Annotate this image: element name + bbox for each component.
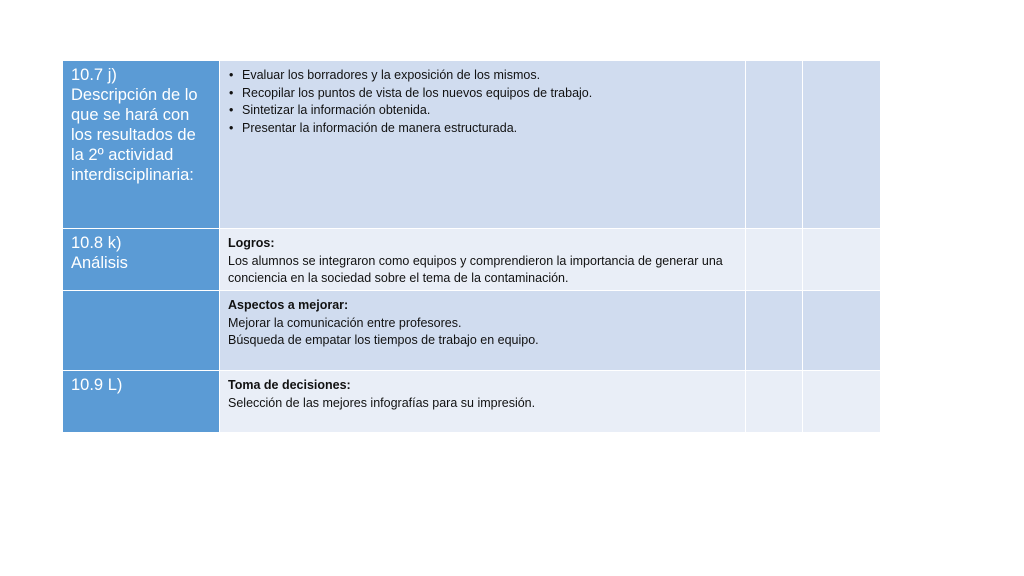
row-content <box>220 291 746 371</box>
empty-cell <box>746 229 803 291</box>
section-text: Selección de las mejores infografías para su impresión. <box>228 395 536 410</box>
empty-cell <box>803 61 881 229</box>
empty-cell <box>803 291 881 371</box>
list-item: • Presentar la información de manera estructurada. <box>242 120 737 138</box>
section-line: Búsqueda de empatar los tiempos de trabajo en equipo. <box>228 333 539 347</box>
row-heading-text: 10.7 j) Descripción de lo que se hará con los resultados de la 2º actividad interdisciplinaria: <box>71 66 198 184</box>
list-item: • Sintetizar la información obtenida. <box>242 102 737 120</box>
table-row <box>63 291 881 371</box>
row-content <box>220 61 746 229</box>
row-heading <box>63 291 220 371</box>
section-text: Los alumnos se integraron como equipos y comprendieron la importancia de generar una conciencia en la sociedad sobre el tema de la contaminación. <box>228 253 723 285</box>
table-row <box>63 229 881 291</box>
empty-cell <box>746 61 803 229</box>
section-label: Aspectos a mejorar: <box>228 298 349 312</box>
row-heading <box>63 61 220 229</box>
bullet-list <box>228 67 737 137</box>
section-label: Logros: <box>228 236 275 250</box>
table-row <box>63 61 881 229</box>
row-heading <box>63 371 220 433</box>
table-row <box>63 371 881 433</box>
empty-cell <box>746 291 803 371</box>
empty-cell <box>803 371 881 433</box>
row-heading-text: 10.8 k) Análisis <box>71 234 128 272</box>
row-content <box>220 371 746 433</box>
section-label: Toma de decisiones: <box>228 378 351 392</box>
list-item: • Evaluar los borradores y la exposición de los mismos. <box>242 67 737 85</box>
row-content <box>220 229 746 291</box>
list-item: • Recopilar los puntos de vista de los nuevos equipos de trabajo. <box>242 85 737 103</box>
activity-table <box>62 60 881 433</box>
row-heading <box>63 229 220 291</box>
empty-cell <box>746 371 803 433</box>
empty-cell <box>803 229 881 291</box>
section-line: Mejorar la comunicación entre profesores. <box>228 315 462 330</box>
row-heading-text: 10.9 L) <box>71 376 123 394</box>
